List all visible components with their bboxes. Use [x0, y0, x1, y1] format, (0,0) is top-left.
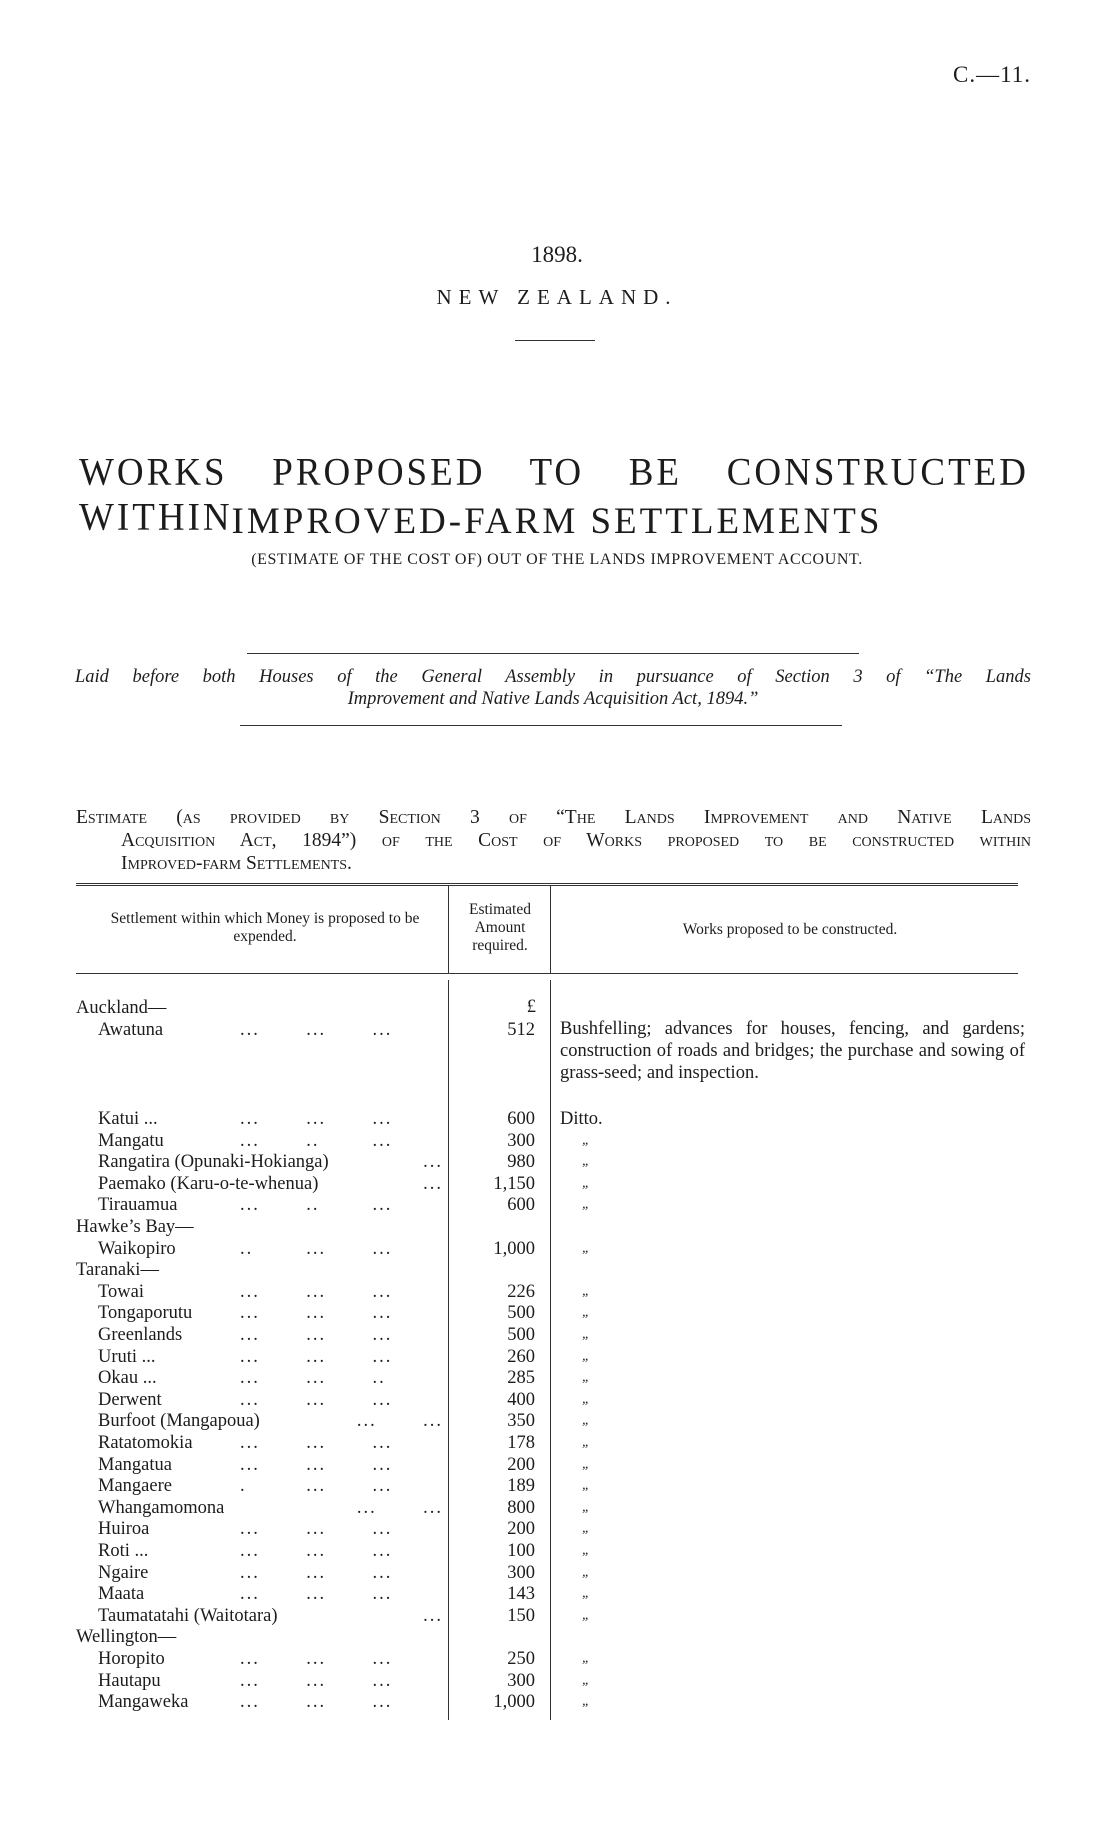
estimated-amount: 1,150: [493, 1173, 535, 1194]
table-row: [76, 1324, 1036, 1346]
ditto-mark: „: [582, 1305, 590, 1321]
settlement-name: Ratatomokia: [98, 1433, 193, 1453]
leader-dots: ...: [423, 1152, 443, 1173]
table-row: [76, 1497, 1036, 1519]
leader-dots: ... ...: [356, 1497, 443, 1518]
leader-dots: ... ... ...: [240, 1109, 393, 1129]
estimated-amount: 600: [507, 1195, 535, 1216]
ditto-mark: „: [582, 1435, 590, 1450]
estimated-amount: 178: [507, 1433, 535, 1453]
leader-dots: ... ... ...: [240, 1433, 393, 1453]
ditto-mark: „: [582, 1607, 590, 1623]
leader-dots: ... ... ...: [240, 1020, 393, 1040]
leader-dots: ...: [423, 1605, 443, 1626]
settlement-name: Mangatua: [98, 1454, 172, 1475]
table-header-rule: [76, 973, 1018, 974]
settlement-name: Greenlands: [98, 1325, 183, 1345]
leader-dots: ... .. ...: [240, 1195, 393, 1216]
ditto-mark: „: [582, 1348, 590, 1364]
settlement-name: Uruti ...: [98, 1346, 156, 1367]
table-rule-top: [76, 883, 1018, 884]
settlement-name: Taumatatahi (Waitotara): [98, 1605, 278, 1626]
estimated-amount: 150: [507, 1605, 535, 1626]
estimated-amount: 200: [507, 1454, 535, 1475]
leader-dots: ... ... ...: [240, 1303, 393, 1324]
estimated-amount: 226: [507, 1281, 535, 1302]
leader-dots: ... ... ...: [240, 1649, 393, 1669]
table-row: [76, 1194, 1036, 1216]
settlement-name: Whangamomona: [98, 1497, 225, 1518]
region-name: Auckland—: [76, 998, 167, 1018]
settlement-name: Towai: [98, 1281, 144, 1302]
estimated-amount: 350: [507, 1411, 535, 1432]
settlement-name: Burfoot (Mangapoua): [98, 1411, 260, 1432]
settlement-name: Awatuna: [98, 1020, 164, 1040]
leader-dots: ... ... ...: [240, 1454, 393, 1475]
region-row: [76, 1259, 1036, 1281]
estimated-amount: 512: [507, 1020, 535, 1040]
settlement-name: Huiroa: [98, 1519, 150, 1540]
leader-dots: ... ... ...: [240, 1541, 393, 1561]
works-ditto: Ditto.: [560, 1109, 603, 1129]
settlement-name: Derwent: [98, 1389, 162, 1410]
estimated-amount: 600: [507, 1109, 535, 1129]
table-row: [76, 1019, 1036, 1041]
laid-before-note: [75, 666, 1031, 710]
settlement-name: Paemako (Karu-o-te-whenua): [98, 1173, 319, 1194]
table-row: [76, 1540, 1036, 1562]
estimated-amount: 500: [507, 1325, 535, 1345]
table-row: [76, 1432, 1036, 1454]
table-row: [76, 1475, 1036, 1497]
table-row: [76, 1518, 1036, 1540]
estimated-amount: 143: [507, 1584, 535, 1605]
header-column-divider-1: [448, 885, 449, 973]
ditto-mark: „: [582, 1521, 590, 1537]
table-row: [76, 1238, 1036, 1260]
ditto-mark: „: [582, 1651, 590, 1666]
estimated-amount: 300: [507, 1130, 535, 1151]
ditto-mark: „: [582, 1586, 590, 1602]
ditto-mark: „: [582, 1413, 590, 1429]
ditto-mark: „: [582, 1478, 590, 1494]
estimate-line3: Improved-farm Settlements.: [121, 853, 352, 874]
ditto-mark: „: [582, 1197, 590, 1213]
table-row: [76, 1151, 1036, 1173]
table-row: [76, 1562, 1036, 1584]
table-row: [76, 1410, 1036, 1432]
estimated-amount: 1,000: [493, 1238, 535, 1259]
ditto-mark: „: [582, 1543, 590, 1558]
table-row: [76, 1583, 1036, 1605]
estimated-amount: 300: [507, 1670, 535, 1691]
document-subtitle: (ESTIMATE OF THE COST OF) OUT OF THE LANDS IMPROVEMENT ACCOUNT.: [251, 551, 863, 568]
estimated-amount: 200: [507, 1519, 535, 1540]
laid-before-line2: Improvement and Native Lands Acquisition Act, 1894.”: [347, 689, 759, 709]
ditto-mark: „: [582, 1327, 590, 1342]
estimated-amount: 260: [507, 1346, 535, 1367]
table-row: [76, 1108, 1036, 1130]
table-row: [76, 1130, 1036, 1152]
ditto-mark: „: [582, 1132, 590, 1148]
region-name: Taranaki—: [76, 1260, 159, 1281]
table-row: [76, 1389, 1036, 1411]
region-name: Hawke’s Bay—: [76, 1217, 194, 1237]
ditto-mark: „: [582, 1456, 590, 1472]
ditto-mark: „: [582, 1672, 590, 1688]
document-country: NEW ZEALAND.: [436, 285, 678, 309]
ditto-mark: „: [582, 1240, 590, 1256]
ditto-mark: „: [582, 1175, 590, 1191]
region-row: [76, 1626, 1036, 1648]
header-works: Works proposed to be constructed.: [682, 921, 898, 938]
region-name: Wellington—: [76, 1627, 177, 1648]
header-divider: [515, 340, 595, 341]
table-row: [76, 1302, 1036, 1324]
ditto-mark: „: [582, 1391, 590, 1407]
estimated-amount: 500: [507, 1303, 535, 1324]
region-row: [76, 1216, 1036, 1238]
document-reference: C.—11.: [953, 62, 1031, 87]
settlement-name: Okau ...: [98, 1368, 157, 1389]
currency-symbol: £: [526, 997, 536, 1017]
document-title-line1: WORKS PROPOSED TO BE CONSTRUCTED WITHIN: [79, 450, 1029, 540]
table-row: [76, 1281, 1036, 1303]
table-row: [76, 1605, 1036, 1627]
leader-dots: ... ... ...: [240, 1562, 393, 1583]
estimated-amount: 800: [507, 1497, 535, 1518]
estimated-amount: 400: [507, 1389, 535, 1410]
ditto-mark: „: [582, 1564, 590, 1580]
settlement-name: Mangaere: [98, 1476, 172, 1497]
header-amount: Estimated Amount required.: [469, 901, 531, 954]
estimated-amount: 100: [507, 1541, 535, 1561]
leader-dots: ... ... ...: [240, 1692, 393, 1713]
leader-dots: ... ... ...: [240, 1389, 393, 1410]
ditto-mark: „: [582, 1499, 590, 1515]
estimated-amount: 250: [507, 1649, 535, 1669]
leader-dots: ... ... ...: [240, 1584, 393, 1605]
leader-dots: ... ... ...: [240, 1281, 393, 1302]
settlement-name: Hautapu: [98, 1670, 161, 1691]
leader-dots: ...: [423, 1173, 443, 1194]
header-settlement: Settlement within which Money is proposed to be expended.: [110, 910, 420, 945]
ditto-mark: „: [582, 1370, 590, 1386]
first-works-description: Bushfelling; advances for houses, fencing, and gardens; construction of roads and bridges; the purchase and sowing of grass-seed; and inspection.: [560, 1019, 1025, 1083]
leader-dots: ... ... ..: [240, 1368, 386, 1389]
leader-dots: ... ... ...: [240, 1346, 393, 1367]
estimate-line2: Acquisition Act, 1894”) of the Cost of Works proposed to be constructed within: [121, 830, 1031, 851]
settlement-name: Ngaire: [98, 1562, 149, 1583]
table-rule-top-double: [76, 885, 1018, 886]
ditto-mark: „: [582, 1154, 590, 1170]
table-row: [76, 1691, 1036, 1713]
estimated-amount: 1,000: [493, 1692, 535, 1713]
laid-before-line1: Laid before both Houses of the General Assembly in pursuance of Section 3 of “The Lands: [75, 667, 1031, 687]
settlement-name: Mangatu: [98, 1130, 164, 1151]
estimate-paragraph: [76, 806, 1031, 875]
table-row: [76, 1367, 1036, 1389]
table-row: [76, 1454, 1036, 1476]
settlement-name: Tongaporutu: [98, 1303, 193, 1324]
leader-dots: ... ... ...: [240, 1325, 393, 1345]
laid-rule-bottom: [240, 725, 842, 726]
estimate-line1: Estimate (as provided by Section 3 of “The Lands Improvement and Native Lands: [76, 807, 1031, 828]
document-year: 1898.: [531, 242, 583, 267]
estimated-amount: 189: [507, 1476, 535, 1497]
leader-dots: . ... ...: [240, 1476, 393, 1497]
region-row: [76, 997, 1036, 1019]
estimated-amount: 980: [507, 1152, 535, 1173]
document-title-line2: IMPROVED-FARM SETTLEMENTS: [231, 501, 883, 542]
leader-dots: ... ... ...: [240, 1670, 393, 1691]
settlement-name: Rangatira (Opunaki-Hokianga): [98, 1152, 329, 1173]
ditto-mark: „: [582, 1283, 590, 1299]
table-row: [76, 1346, 1036, 1368]
leader-dots: ... ...: [356, 1411, 443, 1432]
leader-dots: ... .. ...: [240, 1130, 393, 1151]
leader-dots: .. ... ...: [240, 1238, 393, 1259]
estimated-amount: 285: [507, 1368, 535, 1389]
settlement-name: Roti ...: [98, 1541, 149, 1561]
estimated-amount: 300: [507, 1562, 535, 1583]
settlement-name: Mangaweka: [98, 1692, 189, 1713]
settlement-name: Horopito: [98, 1649, 165, 1669]
header-column-divider-2: [550, 885, 551, 973]
ditto-mark: „: [582, 1694, 590, 1710]
settlement-name: Maata: [98, 1584, 145, 1605]
table-row: [76, 1670, 1036, 1692]
settlement-name: Katui ...: [98, 1109, 158, 1129]
table-row: [76, 1648, 1036, 1670]
settlement-name: Waikopiro: [98, 1238, 176, 1259]
leader-dots: ... ... ...: [240, 1519, 393, 1540]
settlement-name: Tirauamua: [98, 1195, 178, 1216]
laid-rule-top: [247, 653, 859, 654]
table-row: [76, 1173, 1036, 1195]
